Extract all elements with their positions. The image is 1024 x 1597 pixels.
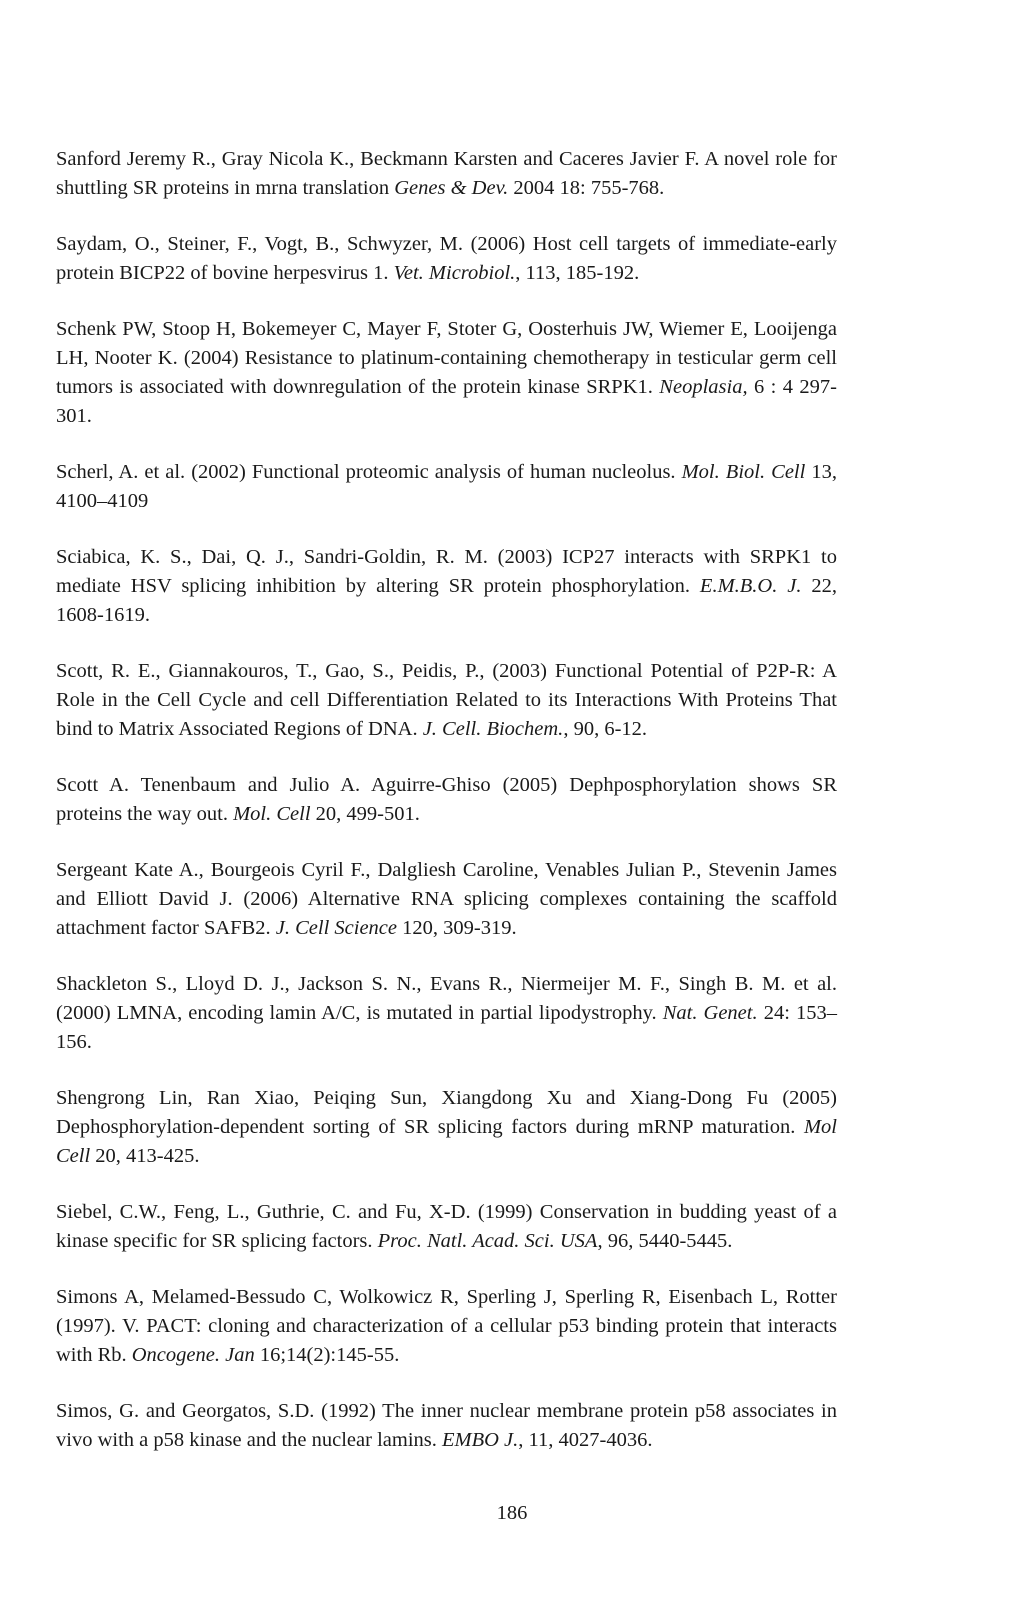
reference-text: Schenk PW, Stoop H, Bokemeyer C, Mayer F, Stoter G, Oosterhuis JW, Wiemer E, Looijenga LH, Nooter K. (2004) Resistance to platinum-containing chemotherapy in testicular germ cell tumors is associated with downregulation of the protein kinase SRPK1. [56,318,837,398]
reference-text: 2004 18: 755-768. [508,177,665,199]
reference-entry [56,315,837,431]
reference-journal: Nat. Genet. [662,1002,758,1024]
reference-journal: Neoplasia, [659,376,748,398]
reference-text: Scott, R. E., Giannakouros, T., Gao, S., Peidis, P., (2003) Functional Potential of P2P-R: A Role in the Cell Cycle and cell Differentiation Related to its Interactions With Proteins That bind to Matrix Associated Regions of DNA. [56,660,837,740]
reference-journal: Oncogene. Jan [131,1344,255,1366]
reference-journal: E.M.B.O. J. [699,575,802,597]
reference-text: Siebel, C.W., Feng, L., Guthrie, C. and Fu, X-D. (1999) Conservation in budding yeast of a kinase specific for SR splicing factors. [56,1201,837,1252]
reference-entry [56,657,837,744]
reference-text: Scott A. Tenenbaum and Julio A. Aguirre-Ghiso (2005) Dephposphorylation shows SR proteins the way out. [56,774,837,825]
reference-text: 20, 499-501. [310,803,420,825]
reference-text: Scherl, A. et al. (2002) Functional proteomic analysis of human nucleolus. [56,461,682,483]
reference-text: 20, 413-425. [90,1145,200,1167]
reference-text: Simons A, Melamed-Bessudo C, Wolkowicz R, Sperling J, Sperling R, Eisenbach L, Rotter (1997). V. PACT: cloning and characterization of a cellular p53 binding protein that interacts with Rb. [56,1286,837,1366]
reference-journal: Proc. Natl. Acad. Sci. USA [377,1230,598,1252]
reference-text: Shengrong Lin, Ran Xiao, Peiqing Sun, Xiangdong Xu and Xiang-Dong Fu (2005) Dephosphorylation-dependent sorting of SR splicing factors during mRNP maturation. [56,1087,837,1138]
reference-text: , 96, 5440-5445. [597,1230,733,1252]
reference-journal: Mol Cell [56,1116,837,1167]
reference-entry [56,145,837,203]
reference-journal: Mol. Biol. Cell [681,461,806,483]
reference-entry [56,1198,837,1256]
reference-journal: EMBO J. [442,1429,519,1451]
reference-text: 22, 1608-1619. [56,575,838,626]
reference-entry [56,1397,837,1455]
reference-entry [56,856,837,943]
page-number: 186 [496,1502,528,1524]
reference-entry [56,230,837,288]
reference-entry [56,458,837,516]
reference-text: 24: 153–156. [56,1002,837,1053]
reference-list [56,145,837,1482]
reference-text: Saydam, O., Steiner, F., Vogt, B., Schwyzer, M. (2006) Host cell targets of immediate-early protein BICP22 of bovine herpesvirus 1. [56,233,837,284]
reference-text: 120, 309-319. [397,917,517,939]
reference-entry [56,771,837,829]
reference-text: Simos, G. and Georgatos, S.D. (1992) The inner nuclear membrane protein p58 associates in vivo with a p58 kinase and the nuclear lamins. [56,1400,837,1451]
reference-text: 16;14(2):145-55. [254,1344,400,1366]
reference-entry [56,1084,837,1171]
reference-text: 13, 4100–4109 [56,461,837,512]
reference-journal: J. Cell Science [275,917,397,939]
reference-entry [56,543,837,630]
reference-text: , 11, 4027-4036. [518,1429,653,1451]
reference-journal: J. Cell. Biochem. [422,718,564,740]
reference-text: , 90, 6-12. [563,718,648,740]
reference-text: Sanford Jeremy R., Gray Nicola K., Beckmann Karsten and Caceres Javier F. A novel role for shuttling SR proteins in mrna translation [56,148,837,199]
reference-journal: Mol. Cell [233,803,311,825]
reference-text: , 113, 185-192. [515,262,640,284]
reference-journal: Genes & Dev. [394,177,509,199]
reference-text: 6 : 4 297-301. [56,376,837,427]
reference-text: Sergeant Kate A., Bourgeois Cyril F., Dalgliesh Caroline, Venables Julian P., Stevenin James and Elliott David J. (2006) Alternative RNA splicing complexes containing the scaffold attachment factor SAFB2. [56,859,837,939]
reference-entry [56,970,837,1057]
reference-entry [56,1283,837,1370]
reference-text: Shackleton S., Lloyd D. J., Jackson S. N., Evans R., Niermeijer M. F., Singh B. M. et al. (2000) LMNA, encoding lamin A/C, is mutated in partial lipodystrophy. [56,973,837,1024]
reference-journal: Vet. Microbiol. [393,262,516,284]
reference-text: Sciabica, K. S., Dai, Q. J., Sandri-Goldin, R. M. (2003) ICP27 interacts with SRPK1 to mediate HSV splicing inhibition by altering SR protein phosphorylation. [56,546,837,597]
